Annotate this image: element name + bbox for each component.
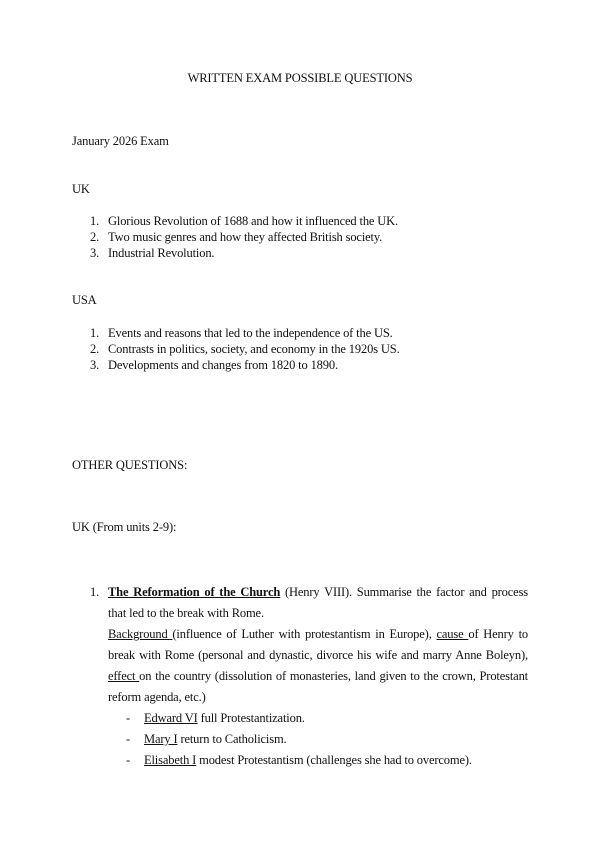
effect-text: on the country (dissolution of monasteries, land given to the crown, Protestant reform agenda, etc.) bbox=[108, 669, 528, 704]
monarch-list bbox=[90, 708, 528, 771]
uk-question-list bbox=[72, 213, 398, 261]
reformation-details bbox=[90, 624, 528, 708]
effect-label: effect bbox=[108, 669, 140, 683]
list-item: 1. Glorious Revolution of 1688 and how it influenced the UK. bbox=[90, 214, 399, 228]
list-item: - Mary I return to Catholicism. bbox=[126, 732, 287, 746]
list-item: 3. Developments and changes from 1820 to 1890. bbox=[90, 358, 338, 372]
list-item: 1. Events and reasons that led to the independence of the US. bbox=[90, 326, 393, 340]
usa-question-list bbox=[72, 325, 400, 373]
list-item: 2. Two music genres and how they affected British society. bbox=[90, 230, 383, 244]
list-number: 1. bbox=[90, 585, 100, 599]
list-item: - Elisabeth I modest Protestantism (challenges she had to overcome). bbox=[126, 753, 472, 767]
reformation-title: The Reformation of the Church bbox=[108, 585, 281, 599]
reformation-title-rest: (Henry VIII). Summarise the factor and process that led to the break with Rome. bbox=[108, 585, 529, 620]
document-title: WRITTEN EXAM POSSIBLE QUESTIONS bbox=[187, 71, 413, 85]
monarch-name: Mary I bbox=[144, 732, 178, 746]
monarch-name: Edward VI bbox=[144, 711, 198, 725]
cause-text: of Henry to break with Rome (personal and dynastic, divorce his wife and marry Anne Boleyn), bbox=[108, 627, 529, 662]
list-item: 3. Industrial Revolution. bbox=[90, 246, 215, 260]
background-label: Background bbox=[108, 627, 173, 641]
cause-label: cause bbox=[436, 627, 469, 641]
uk-heading: UK bbox=[72, 182, 90, 196]
other-questions-heading: OTHER QUESTIONS: bbox=[72, 458, 188, 472]
exam-date: January 2026 Exam bbox=[72, 134, 169, 148]
background-text: (influence of Luther with protestantism in Europe), bbox=[172, 627, 437, 641]
usa-heading: USA bbox=[72, 293, 97, 307]
monarch-name: Elisabeth I bbox=[144, 753, 197, 767]
list-item: - Edward VI full Protestantization. bbox=[126, 711, 305, 725]
reformation-question bbox=[90, 582, 528, 771]
reformation-item bbox=[90, 582, 528, 624]
list-item: 2. Contrasts in politics, society, and economy in the 1920s US. bbox=[90, 342, 400, 356]
uk-units-heading: UK (From units 2-9): bbox=[72, 520, 177, 534]
